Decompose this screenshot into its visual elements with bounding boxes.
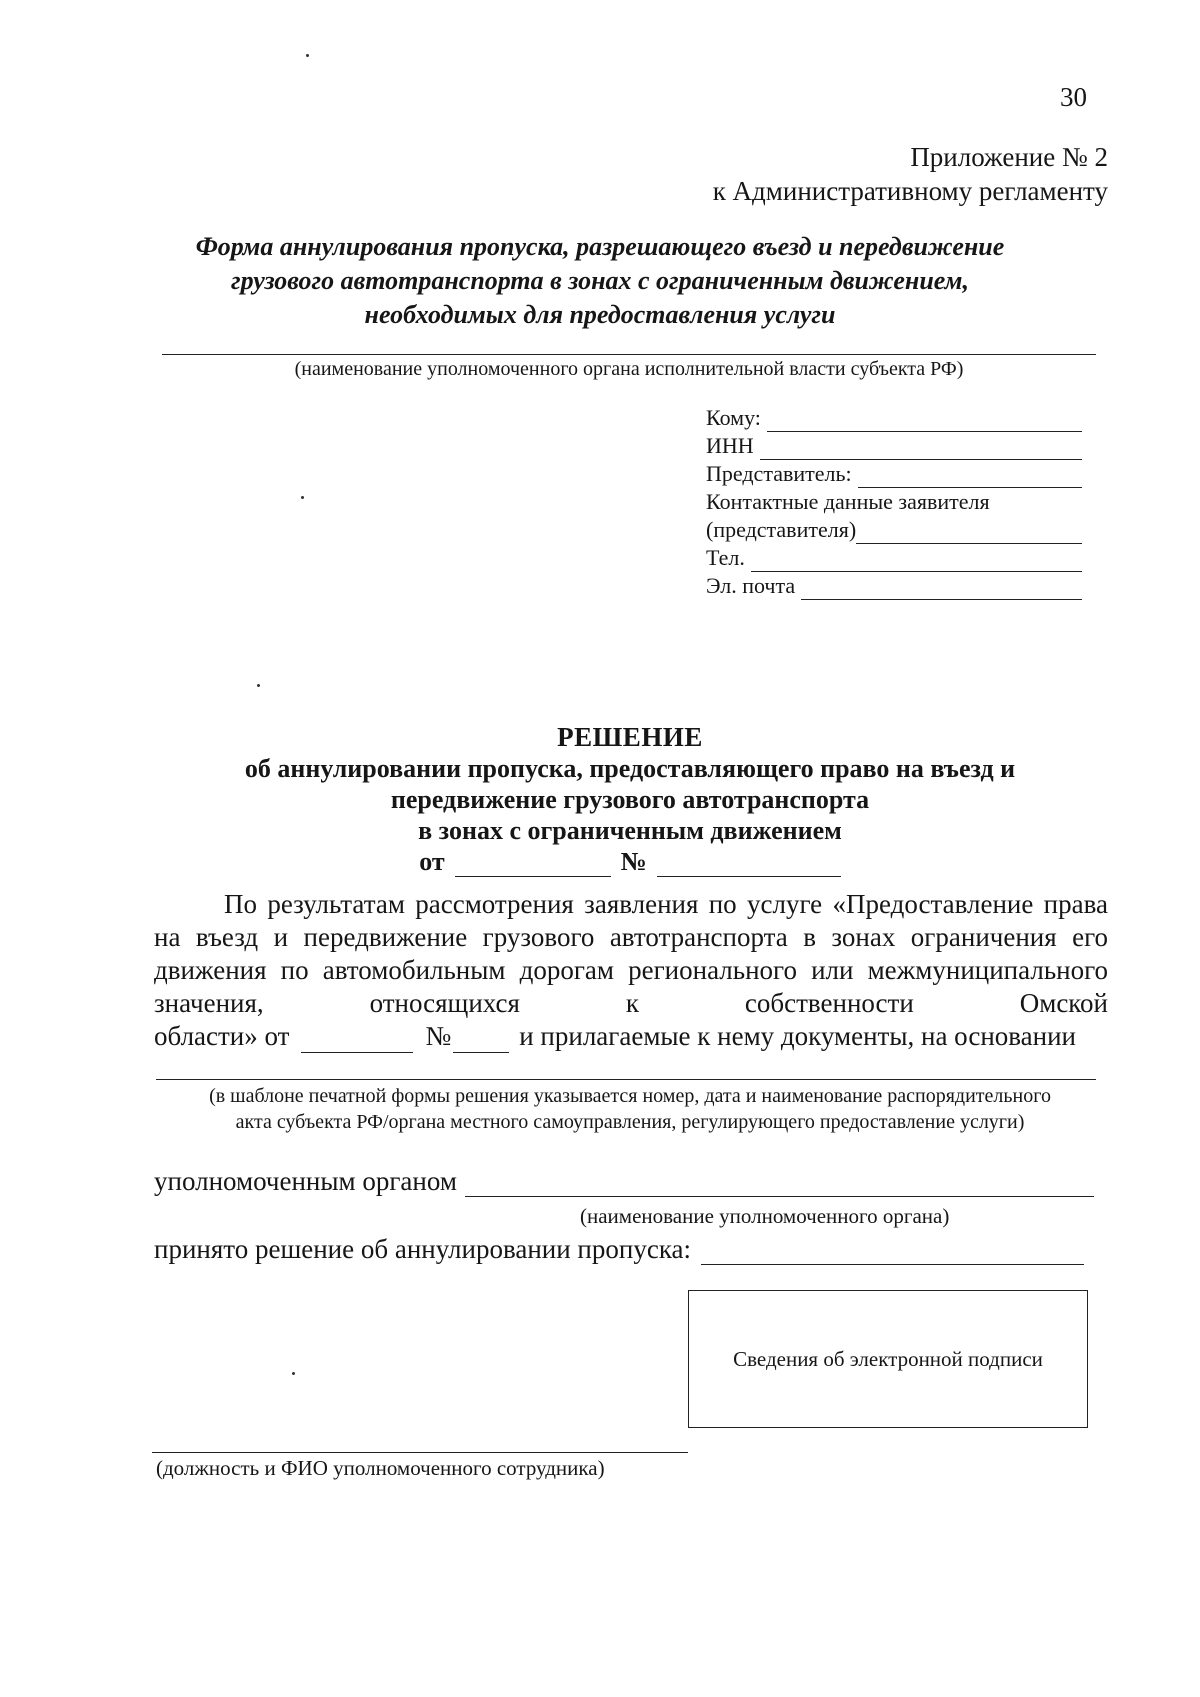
body-last-line [154,1020,1108,1053]
appendix-reference: к Административному регламенту [712,176,1108,206]
template-note-line: (в шаблоне печатной формы решения указывается номер, дата и наименование распорядительного [209,1085,1051,1107]
recipient-block [706,404,1082,600]
decision-date-number-row [419,846,841,877]
recipient-contacts-label: Контактные данные заявителя [706,489,990,514]
page-number: 30 [1060,82,1087,112]
recipient-contacts-row2 [706,516,1082,544]
form-title-line: грузового автотранспорта в зонах с ограниченным движением, [231,266,969,295]
recipient-to-field[interactable] [767,411,1082,432]
body-paragraph: По результатам рассмотрения заявления по услуге «Предоставление права на въезд и передвижение грузового автотранспорта в зонах ограничения его движения по автомобильным дорогам регионального или межмуниципального значения, относящихся к собственности Омской [154,889,1108,1018]
recipient-to-label: Кому: [706,405,761,430]
recipient-inn-field[interactable] [760,439,1082,460]
body-text [154,888,1108,1053]
appendix-header [713,140,1108,208]
body-application-from-label: области» от [154,1021,290,1051]
recipient-contacts-field[interactable] [856,523,1082,544]
recipient-contacts-row [706,488,1082,516]
decision-number-label: № [620,847,647,876]
recipient-inn-row [706,432,1082,460]
application-date-field[interactable] [301,1030,413,1053]
template-note [150,1083,1110,1135]
decision-made-label: принято решение об аннулировании пропуска: [154,1234,692,1264]
scan-speck [301,496,304,499]
recipient-representative-label: Представитель: [706,461,852,486]
recipient-email-row [706,572,1082,600]
recipient-to-row [706,404,1082,432]
scan-speck [306,54,309,57]
organ-field[interactable] [465,1172,1094,1197]
decision-date-field[interactable] [455,854,611,877]
recipient-inn-label: ИНН [706,433,754,458]
recipient-contacts-label2: (представителя) [706,517,857,542]
authority-name-field[interactable] [162,354,1096,355]
decision-from-label: от [419,847,445,876]
body-number-label: № [425,1021,452,1051]
decision-made-row [154,1234,1084,1265]
recipient-phone-label: Тел. [706,545,745,570]
employee-signature-field[interactable] [152,1452,688,1453]
recipient-representative-row [706,460,1082,488]
recipient-phone-row [706,544,1082,572]
legal-basis-field[interactable] [156,1079,1096,1080]
template-note-line: акта субъекта РФ/органа местного самоуправления, регулирующего предоставление услуги) [235,1111,1025,1133]
organ-caption: (наименование уполномоченного органа) [580,1204,950,1228]
form-title-line: необходимых для предоставления услуги [364,300,836,329]
application-number-field[interactable] [453,1030,509,1053]
electronic-signature-label: Сведения об электронной подписи [733,1346,1043,1371]
organ-row [154,1166,1094,1197]
decision-number-field[interactable] [657,854,841,877]
decision-made-field[interactable] [701,1240,1084,1265]
electronic-signature-box [688,1290,1088,1428]
recipient-phone-field[interactable] [751,551,1082,572]
recipient-representative-field[interactable] [858,467,1082,488]
recipient-email-label: Эл. почта [706,573,796,598]
decision-title-line: об аннулировании пропуска, предоставляющего право на въезд и [244,754,1016,783]
appendix-number: Приложение № 2 [910,142,1108,172]
decision-heading: РЕШЕНИЕ [557,722,703,752]
employee-caption: (должность и ФИО уполномоченного сотрудника) [156,1456,605,1480]
organ-label: уполномоченным органом [154,1166,457,1196]
recipient-email-field[interactable] [801,579,1082,600]
form-title-line: Форма аннулирования пропуска, разрешающего въезд и передвижение [195,232,1005,261]
scan-speck [292,1372,295,1375]
authority-caption: (наименование уполномоченного органа исполнительной власти субъекта РФ) [294,358,964,380]
form-title [120,230,1080,332]
scan-speck [257,684,260,687]
body-last-end: и прилагаемые к нему документы, на основании [519,1021,1077,1051]
decision-title-line: в зонах с ограниченным движением [418,816,842,845]
decision-title [150,722,1110,877]
decision-title-line: передвижение грузового автотранспорта [390,785,870,814]
